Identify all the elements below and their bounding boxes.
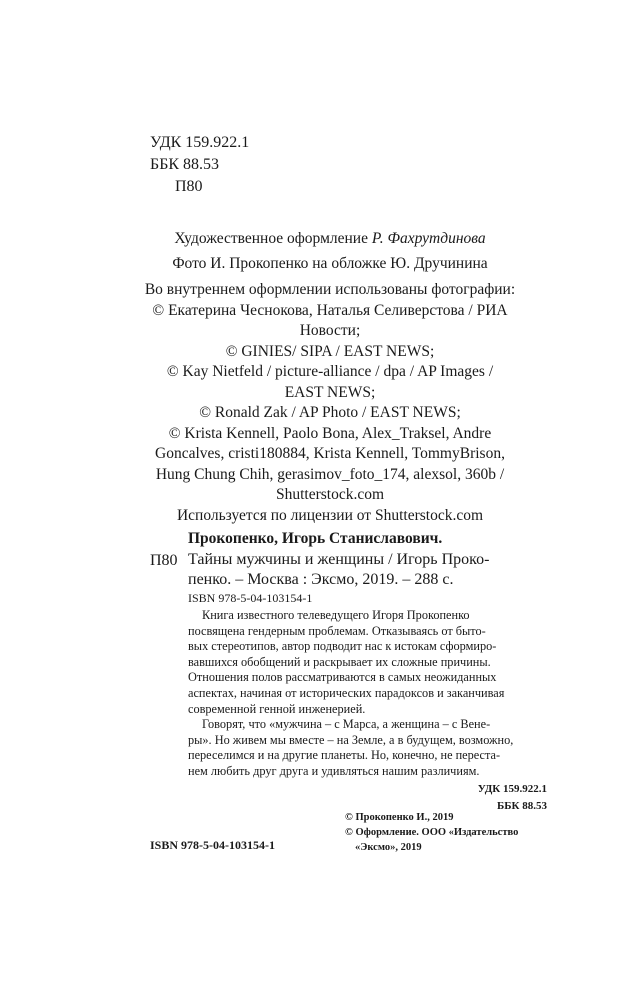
annotation-line: аспектах, начиная от исторических парадоксов и заканчивая bbox=[188, 685, 505, 700]
annotation-line: современной генной инженерией. bbox=[188, 701, 366, 716]
photo-credit-line: © Krista Kennell, Paolo Bona, Alex_Traksel, Andre bbox=[168, 424, 492, 442]
cover-photo-credit-text: Фото И. Прокопенко на обложке Ю. Дручинина bbox=[172, 255, 488, 272]
copyright-line: © Оформление. ООО «Издательство bbox=[345, 827, 519, 838]
annotation-line: вавшихся обобщений и раскрывает их сложные причины. bbox=[188, 654, 491, 669]
annotation-line: Книга известного телеведущего Игоря Прокопенко bbox=[202, 608, 470, 622]
annotation-line: Отношения полов рассматриваются в самых неожиданных bbox=[188, 670, 497, 685]
photo-credit-line: Новости; bbox=[299, 322, 361, 339]
photo-credit-line: © GINIES/ SIPA / EAST NEWS; bbox=[225, 342, 435, 360]
catalog-udk: УДК 159.922.1 bbox=[477, 783, 547, 795]
copyright-line: © Прокопенко И., 2019 bbox=[345, 812, 454, 823]
copyright-line: «Эксмо», 2019 bbox=[355, 842, 422, 853]
catalog-title-line: пенко. – Москва : Эксмо, 2019. – 288 с. bbox=[188, 571, 454, 588]
catalog-author-mark: П80 bbox=[150, 552, 178, 569]
bottom-isbn: ISBN 978-5-04-103154-1 bbox=[150, 838, 275, 852]
photo-credit-line: Используется по лицензии от Shutterstock.com bbox=[176, 506, 484, 524]
photo-credit-line: © Екатерина Чеснокова, Наталья Селиверстова / РИА bbox=[152, 301, 508, 319]
author-mark: П80 bbox=[175, 178, 203, 195]
photo-credits bbox=[135, 280, 525, 526]
annotation-line: нем любить друг друга и удивляться нашим различиям. bbox=[188, 763, 480, 778]
annotation-line: вых стереотипов, автор подводит нас к истокам сформиро- bbox=[188, 639, 497, 654]
photo-credit-line: Shutterstock.com bbox=[275, 486, 385, 503]
photo-credit-line: © Ronald Zak / AP Photo / EAST NEWS; bbox=[199, 404, 461, 421]
catalog-title bbox=[188, 550, 548, 590]
designer-name: Р. Фахрутдинова bbox=[371, 230, 486, 247]
design-credit bbox=[135, 229, 525, 250]
annotation-line: посвящена гендерным проблемам. Отказываясь от быто- bbox=[188, 623, 486, 638]
annotation-line: переселимся и на другие планеты. Но, конечно, не переста- bbox=[188, 748, 501, 763]
annotation-line: ры». Но живем мы вместе – на Земле, а в будущем, возможно, bbox=[188, 732, 514, 747]
catalog-title-line: Тайны мужчины и женщины / Игорь Проко- bbox=[188, 551, 490, 568]
cover-photo-credit bbox=[135, 254, 525, 275]
bbk-code: ББК 88.53 bbox=[150, 156, 220, 173]
copyright-block bbox=[345, 810, 518, 855]
catalog-annotation bbox=[188, 608, 548, 780]
classification-codes bbox=[150, 132, 249, 198]
photo-credit-line: EAST NEWS; bbox=[284, 383, 376, 401]
photo-credit-line: © Kay Nietfeld / picture-alliance / dpa / AP Images / bbox=[166, 363, 494, 380]
catalog-bbk: ББК 88.53 bbox=[496, 800, 547, 812]
photo-credit-line: Hung Chung Chih, gerasimov_foto_174, alexsol, 360b / bbox=[155, 465, 505, 483]
photo-credit-line: Goncalves, cristi180884, Krista Kennell, TommyBrison, bbox=[155, 445, 505, 462]
design-credit-prefix: Художественное оформление bbox=[174, 230, 368, 247]
udk-code: УДК 159.922.1 bbox=[150, 134, 250, 151]
annotation-line: Говорят, что «мужчина – с Марса, а женщина – с Вене- bbox=[202, 717, 491, 732]
photo-credit-line: Во внутреннем оформлении использованы фотографии: bbox=[144, 281, 516, 298]
catalog-author-heading: Прокопенко, Игорь Станиславович. bbox=[188, 530, 443, 547]
catalog-isbn: ISBN 978-5-04-103154-1 bbox=[188, 591, 313, 605]
